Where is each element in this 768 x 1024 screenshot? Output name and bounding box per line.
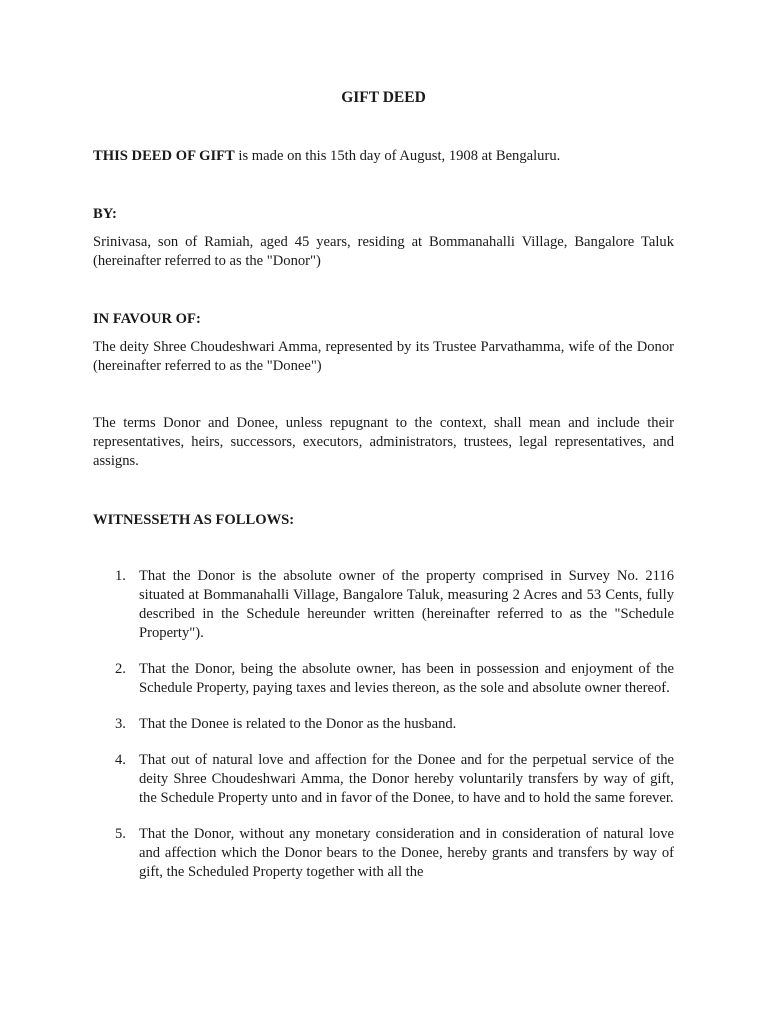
- clause-number: 1.: [115, 568, 126, 584]
- intro-paragraph: [93, 147, 674, 166]
- document-title: GIFT DEED: [341, 89, 426, 106]
- clause-number: 3.: [115, 716, 126, 732]
- intro-lead: THIS DEED OF GIFT: [93, 148, 235, 164]
- clause-text: That the Donor, without any monetary consideration and in consideration of natural love and affection which the Donor bears to the Donee, hereby grants and transfers by way of gift, the Scheduled Property together with all the: [139, 826, 674, 880]
- clause-text: That the Donee is related to the Donor as the husband.: [139, 716, 457, 732]
- clause-item: [93, 660, 674, 698]
- terms-paragraph: The terms Donor and Donee, unless repugnant to the context, shall mean and include their representatives, heirs, successors, executors, administrators, trustees, legal representatives, and assigns.: [93, 415, 674, 469]
- favour-heading: IN FAVOUR OF:: [93, 311, 201, 327]
- donor-paragraph: Srinivasa, son of Ramiah, aged 45 years, residing at Bommanahalli Village, Bangalore Taluk (hereinafter referred to as the "Donor"): [93, 234, 674, 269]
- clause-number: 5.: [115, 826, 126, 842]
- by-heading-line: [93, 205, 117, 224]
- clause-number: 4.: [115, 752, 126, 768]
- by-heading: BY: [93, 206, 112, 222]
- clause-item: [93, 567, 674, 643]
- intro-text: is made on this 15th day of August, 1908 at Bengaluru.: [234, 148, 561, 164]
- donee-paragraph: The deity Shree Choudeshwari Amma, represented by its Trustee Parvathamma, wife of the Donor (hereinafter referred to as the "Donee"): [93, 339, 674, 374]
- witness-heading: WITNESSETH AS FOLLOWS:: [93, 512, 295, 528]
- by-colon: :: [111, 206, 117, 222]
- clause-item: [93, 715, 674, 734]
- clause-list: [93, 567, 674, 882]
- clause-text: That the Donor, being the absolute owner, has been in possession and enjoyment of the Schedule Property, paying taxes and levies thereon, as the sole and absolute owner thereof.: [139, 661, 674, 696]
- clause-text: That the Donor is the absolute owner of the property comprised in Survey No. 2116 situated at Bommanahalli Village, Bangalore Taluk, measuring 2 Acres and 53 Cents, fully described in the Schedule hereunder written (hereinafter referred to as the "Schedule Property").: [139, 568, 674, 641]
- clause-item: [93, 825, 674, 882]
- clause-text: That out of natural love and affection for the Donee and for the perpetual service of the deity Shree Choudeshwari Amma, the Donor hereby voluntarily transfers by way of gift, the Schedule Property unto and in favor of the Donee, to have and to hold the same forever.: [139, 752, 674, 806]
- clause-item: [93, 751, 674, 808]
- clause-number: 2.: [115, 661, 126, 677]
